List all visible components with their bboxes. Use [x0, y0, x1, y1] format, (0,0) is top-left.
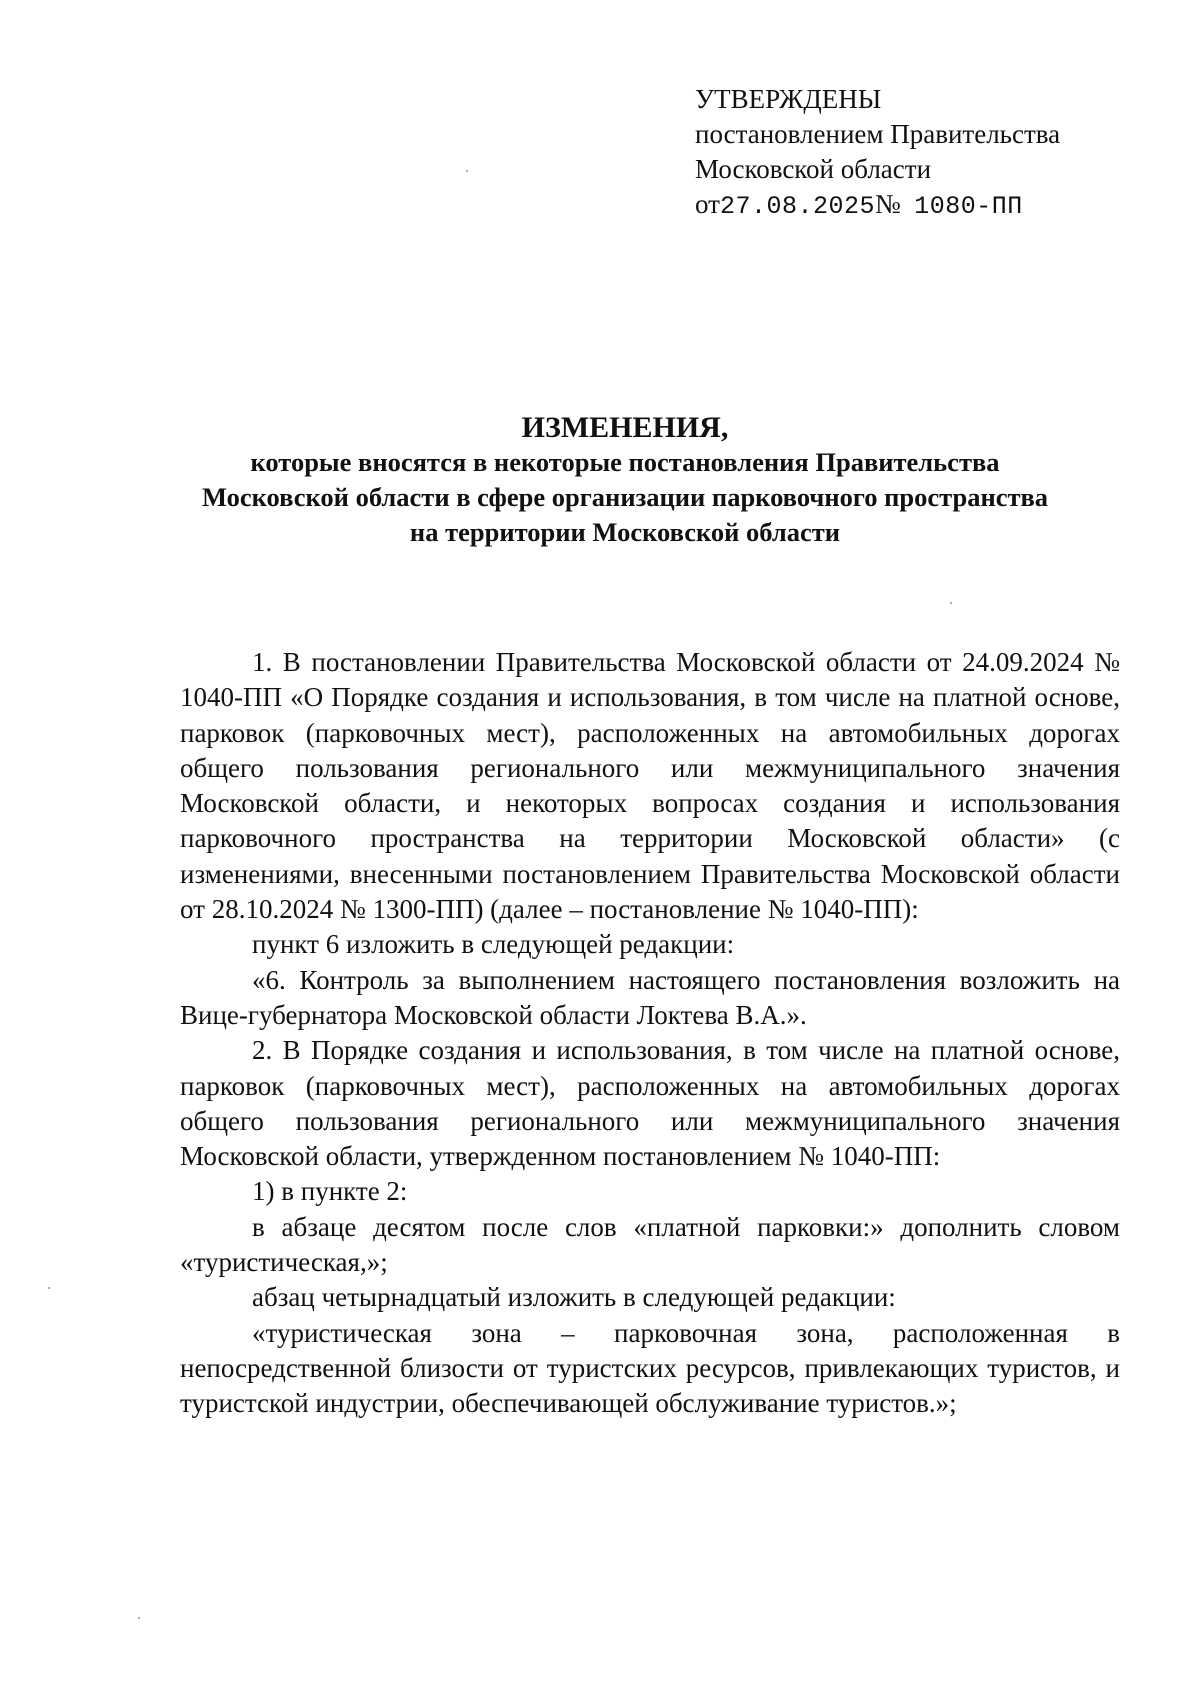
title-subtitle-line-1: которые вносятся в некоторые постановления Правительства — [250, 447, 1000, 477]
document-title — [150, 410, 1100, 550]
approval-date-prefix: от — [695, 189, 720, 219]
title-subtitle-line-3: на территории Московской области — [409, 517, 841, 547]
approval-date: 27.08.2025 — [719, 192, 875, 221]
paragraph: 2. В Порядке создания и использования, в том числе на платной основе, парковок (парковочных мест), расположенных на автомобильных дорогах общего пользования регионального или межмуниципального значения Московской области, утвержденном постановлением № 1040-ПП: — [180, 1035, 1120, 1172]
approval-number: 1080-ПП — [914, 192, 1023, 221]
document-body — [180, 645, 1120, 1422]
scan-speck — [48, 1287, 50, 1289]
approval-date-line — [695, 187, 1060, 224]
approval-block — [695, 82, 1060, 224]
approval-number-sign: № — [874, 189, 901, 219]
approval-title: УТВЕРЖДЕНЫ — [695, 84, 882, 114]
scan-speck — [950, 602, 952, 604]
approval-line-region: Московской области — [695, 154, 932, 184]
title-subtitle-line-2: Московской области в сфере организации парковочного пространства — [201, 482, 1049, 512]
scan-speck — [466, 170, 468, 172]
paragraph: 1) в пункте 2: — [252, 1176, 408, 1207]
approval-line-resolution: постановлением Правительства — [695, 119, 1061, 149]
scan-speck — [138, 1617, 140, 1619]
paragraph: «6. Контроль за выполнением настоящего постановления возложить на Вице-губернатора Московской области Локтева В.А.». — [180, 964, 1120, 1030]
paragraph: «туристическая зона – парковочная зона, расположенная в непосредственной близости от туристских ресурсов, привлекающих туристов, и туристской индустрии, обеспечивающей обслуживание туристов.»; — [180, 1317, 1120, 1419]
paragraph: абзац четырнадцатый изложить в следующей редакции: — [252, 1282, 896, 1313]
paragraph: в абзаце десятом после слов «платной парковки:» дополнить словом «туристическая,»; — [180, 1211, 1120, 1278]
title-heading: ИЗМЕНЕНИЯ, — [521, 411, 729, 444]
paragraph: 1. В постановлении Правительства Московской области от 24.09.2024 № 1040-ПП «О Порядке создания и использования, в том числе на платной основе, парковок (парковочных мест), расположенных на автомобильных дорогах общего пользования регионального или межмуниципального значения Московской области, и некоторых вопросах создания и использования парковочного пространства на территории Московской области» (с изменениями, внесенными постановлением Правительства Московской области от 28.10.2024 № 1300-ПП) (далее – постановление № 1040-ПП): — [180, 647, 1120, 925]
paragraph: пункт 6 изложить в следующей редакции: — [252, 929, 735, 960]
